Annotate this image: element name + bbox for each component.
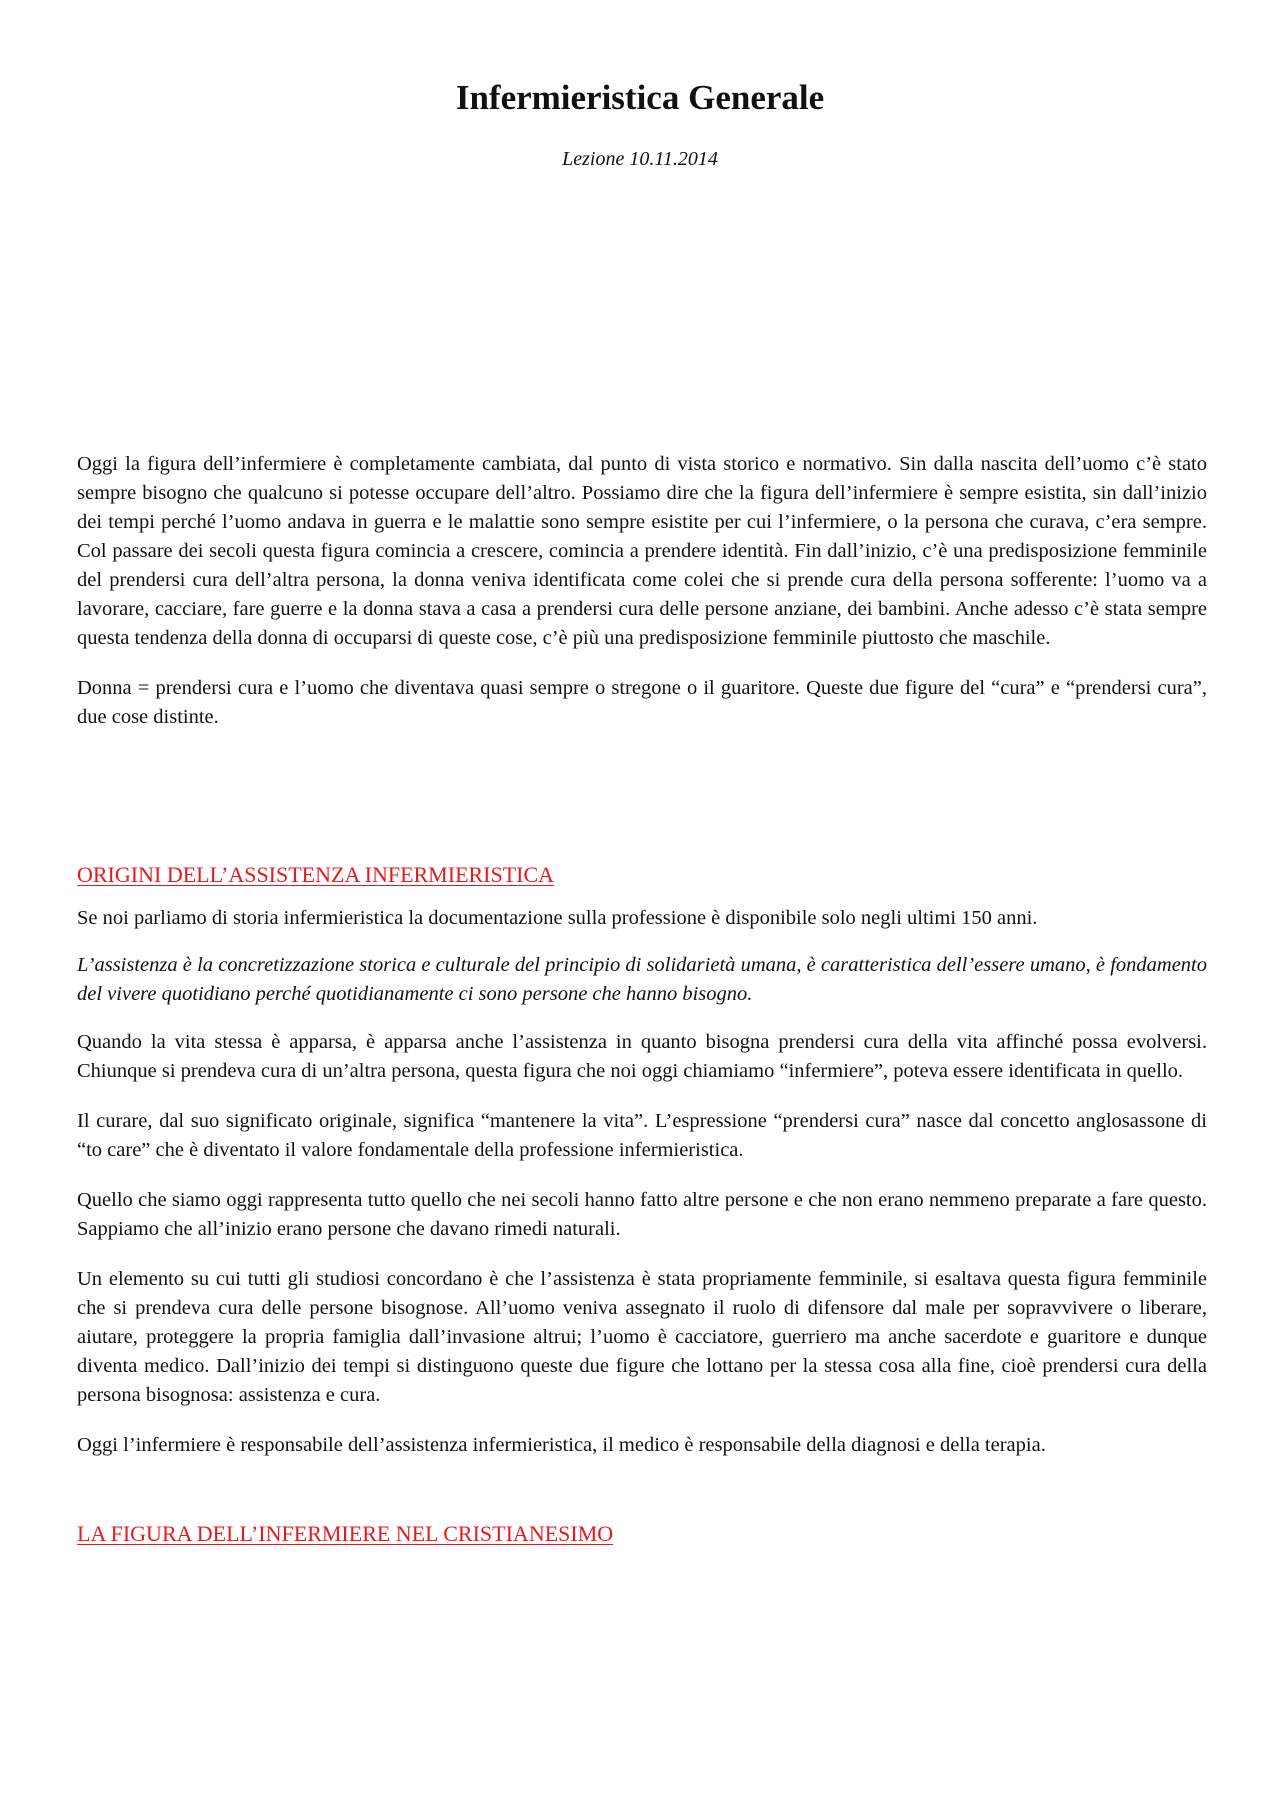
- origins-paragraph-7: Oggi l’infermiere è responsabile dell’assistenza infermieristica, il medico è responsabile della diagnosi e della terapia.: [77, 1434, 1046, 1456]
- origins-paragraph-6: Un elemento su cui tutti gli studiosi concordano è che l’assistenza è stata propriamente femminile, si esaltava questa figura femminile che si prendeva cura delle persone bisognose. All’uomo veniva assegnato il ruolo di difensore dal male per sopravvivere o liberare, aiutare, proteggere la propria famiglia dall’invasione altrui; l’uomo è cacciatore, guerriero ma anche sacerdote e guaritore e dunque diventa medico. Dall’inizio dei tempi si distinguono queste due figure che lottano per la stessa cosa alla fine, cioè prendersi cura della persona bisognosa: assistenza e cura.: [77, 1268, 1207, 1406]
- section-heading-christianity: LA FIGURA DELL’INFERMIERE NEL CRISTIANESIMO: [77, 1521, 614, 1546]
- origins-paragraph-2: L’assistenza è la concretizzazione storica e culturale del principio di solidarietà umana, è caratteristica dell’essere umano, è fondamento del vivere quotidiano perché quotidianamente ci sono persone che hanno bisogno.: [77, 954, 1207, 1005]
- origins-paragraph-3: Quando la vita stessa è apparsa, è apparsa anche l’assistenza in quanto bisogna prendersi cura della vita affinché possa evolversi. Chiunque si prendeva cura di un’altra persona, questa figura che noi oggi chiamiamo “infermiere”, poteva essere identificata in quello.: [77, 1031, 1207, 1082]
- intro-paragraph-2: Donna = prendersi cura e l’uomo che diventava quasi sempre o stregone o il guaritore. Queste due figure del “cura” e “prendersi cura”, due cose distinte.: [77, 677, 1207, 728]
- section-heading-origins: ORIGINI DELL’ASSISTENZA INFERMIERISTICA: [77, 862, 555, 887]
- origins-paragraph-1: Se noi parliamo di storia infermieristica la documentazione sulla professione è disponibile solo negli ultimi 150 anni.: [77, 907, 1038, 929]
- document-body: [77, 450, 1207, 1549]
- origins-paragraph-4: Il curare, dal suo significato originale, significa “mantenere la vita”. L’espressione “prendersi cura” nasce dal concetto anglosassone di “to care” che è diventato il valore fondamentale della professione infermieristica.: [77, 1110, 1207, 1161]
- origins-paragraph-5: Quello che siamo oggi rappresenta tutto quello che nei secoli hanno fatto altre persone e che non erano nemmeno preparate a fare questo. Sappiamo che all’inizio erano persone che davano rimedi naturali.: [77, 1189, 1207, 1240]
- intro-paragraph-1: Oggi la figura dell’infermiere è completamente cambiata, dal punto di vista storico e normativo. Sin dalla nascita dell’uomo c’è stato sempre bisogno che qualcuno si potesse occupare dell’altro. Possiamo dire che la figura dell’infermiere è sempre esistita, sin dall’inizio dei tempi perché l’uomo andava in guerra e le malattie sono sempre esistite per cui l’infermiere, o la persona che curava, c’era sempre. Col passare dei secoli questa figura comincia a crescere, comincia a prendere identità. Fin dall’inizio, c’è una predisposizione femminile del prendersi cura dell’altra persona, la donna veniva identificata come colei che si prende cura della persona sofferente: l’uomo va a lavorare, cacciare, fare guerre e la donna stava a casa a prendersi cura delle persone anziane, dei bambini. Anche adesso c’è stata sempre questa tendenza della donna di occuparsi di queste cose, c’è più una predisposizione femminile piuttosto che maschile.: [77, 453, 1207, 649]
- lesson-date: Lezione 10.11.2014: [562, 148, 718, 170]
- document-title: Infermieristica Generale: [455, 78, 825, 117]
